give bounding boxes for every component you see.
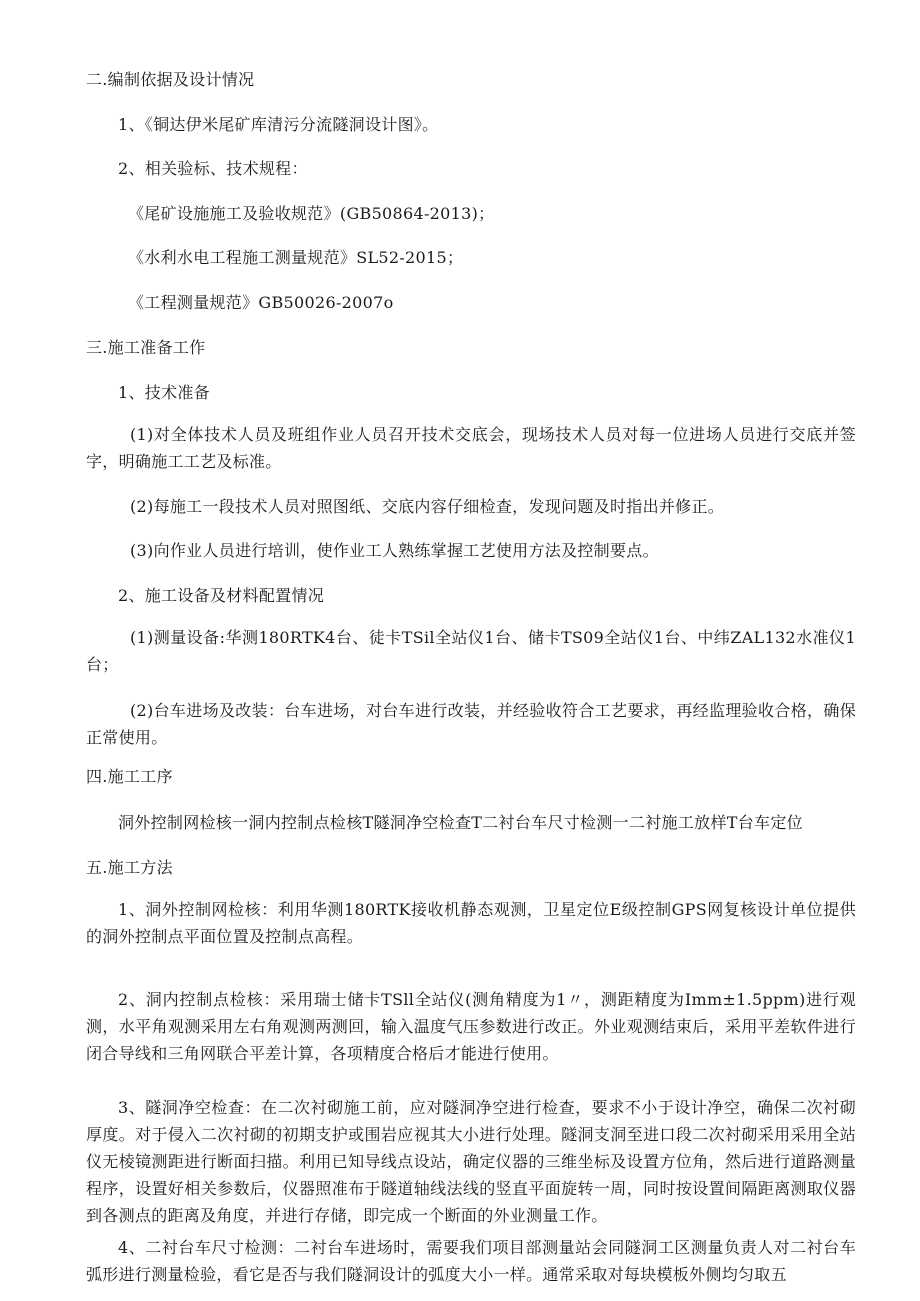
design-drawing-item: 1、《铜达伊米尾矿库清污分流隧洞设计图》。	[118, 115, 439, 134]
section3-heading: 三.施工准备工作	[86, 338, 206, 357]
standard-line: 《工程测量规范》GB50026-2007o	[128, 293, 394, 312]
tech-prep-item: 1、技术准备	[118, 383, 210, 402]
process-flow: 洞外控制网检核一洞内控制点检核T隧洞净空检查T二衬台车尺寸检测一二衬施工放样T台车定位	[118, 813, 803, 832]
method-paragraph-3: 3、隧洞净空检查：在二次衬砌施工前，应对隧洞净空进行检查，要求不小于设计净空，确保二次衬砌厚度。对于侵入二次衬砌的初期支护或围岩应视其大小进行处理。隧洞支洞至进口段二次衬砌采用采用全站仪无棱镜测距进行断面扫描。利用已知导线点设站，确定仪器的三维坐标及设置方位角，然后进行道路测量程序，设置好相关参数后，仪器照准布于隧道轴线法线的竖直平面旋转一周，同时按设置间隔距离测取仪器到各测点的距离及角度，并进行存储，即完成一个断面的外业测量工作。	[86, 1098, 856, 1225]
tech-item-3: (3)向作业人员进行培训，使作业工人熟练掌握工艺使用方法及控制要点。	[130, 541, 659, 560]
standard-line: 《水利水电工程施工测量规范》SL52-2015；	[128, 248, 464, 267]
method-paragraph-2: 2、洞内控制点检核：采用瑞士储卡TSll全站仪(测角精度为1〃，测距精度为Imm±1.5ppm)进行观测，水平角观测采用左右角观测两测回，输入温度气压参数进行改正。外业观测结束后，采用平差软件进行闭合导线和三角网联合平差计算，各项精度合格后才能进行使用。	[86, 990, 856, 1063]
standards-item: 2、相关验标、技术规程：	[118, 159, 308, 178]
tech-item-1: (1)对全体技术人员及班组作业人员召开技术交底会，现场技术人员对每一位进场人员进行交底并签字，明确施工工艺及标准。	[86, 425, 856, 471]
section2-heading: 二.编制依据及设计情况	[86, 70, 255, 89]
method-paragraph-1: 1、洞外控制网检核：利用华测180RTK接收机静态观测，卫星定位E级控制GPS网复核设计单位提供的洞外控制点平面位置及控制点高程。	[86, 900, 856, 946]
section4-heading: 四.施工工序	[86, 767, 173, 786]
tech-item-2: (2)每施工一段技术人员对照图纸、交底内容仔细检查，发现问题及时指出并修正。	[130, 497, 725, 516]
equipment-detail-1: (1)测量设备:华测180RTK4台、徒卡TSil全站仪1台、储卡TS09全站仪1台、中纬ZAL132水准仪1台；	[86, 628, 856, 674]
equipment-item: 2、施工设备及材料配置情况	[118, 586, 325, 605]
method-paragraph-4: 4、二衬台车尺寸检测：二衬台车进场时，需要我们项目部测量站会同隧洞工区测量负责人对二衬台车弧形进行测量检验，看它是否与我们隧洞设计的弧度大小一样。通常采取对每块模板外侧均匀取五	[86, 1238, 856, 1284]
standard-line: 《尾矿设施施工及验收规范》(GB50864-2013)；	[128, 204, 495, 223]
section5-heading: 五.施工方法	[86, 858, 173, 877]
equipment-detail-2: (2)台车进场及改装：台车进场，对台车进行改装，并经验收符合工艺要求，再经监理验收合格，确保正常使用。	[86, 701, 856, 747]
